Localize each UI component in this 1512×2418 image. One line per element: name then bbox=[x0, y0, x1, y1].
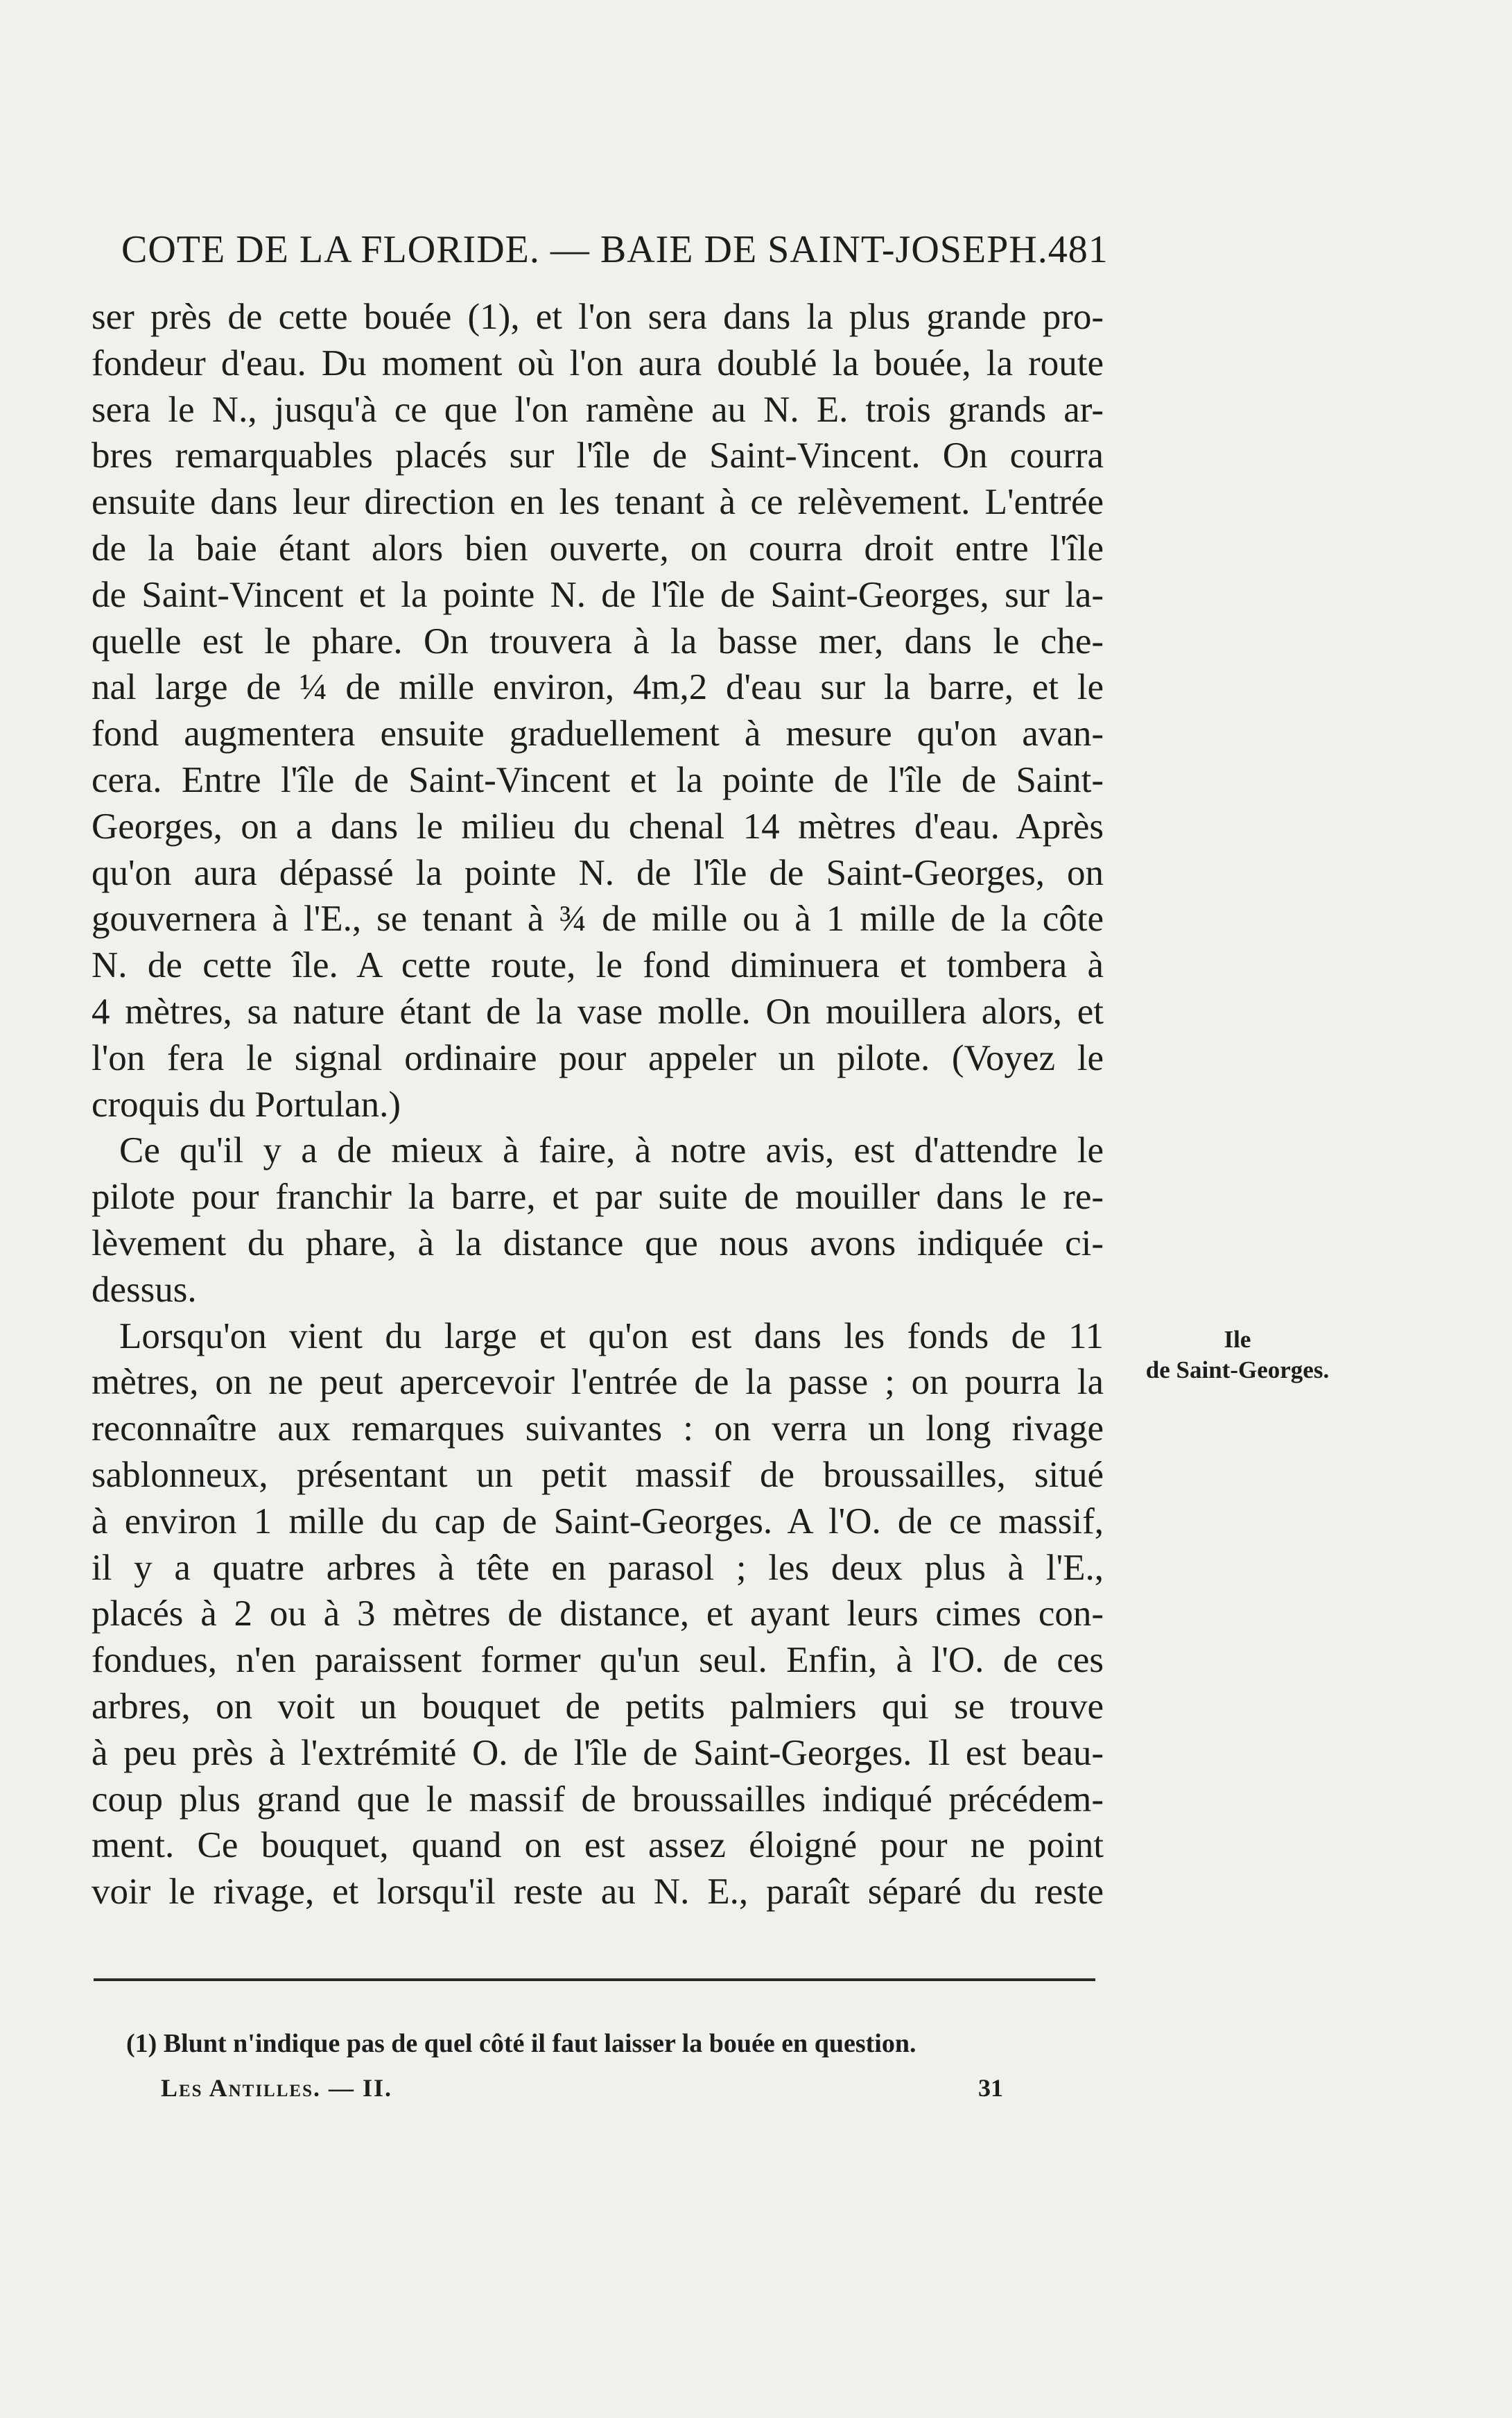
text-line: ser près de cette bouée (1), et l'on sera dans la plus grande pro- bbox=[92, 297, 1104, 337]
text-line: à peu près à l'extrémité O. de l'île de Saint-Georges. Il est beau- bbox=[92, 1732, 1104, 1773]
text-line: fondues, n'en paraissent former qu'un seul. Enfin, à l'O. de ces bbox=[92, 1640, 1104, 1681]
text-line: l'on fera le signal ordinaire pour appeler un pilote. (Voyez le bbox=[92, 1037, 1104, 1078]
running-head bbox=[121, 227, 1109, 272]
signature-label: Les Antilles. — II. bbox=[161, 2074, 393, 2102]
text-line: sablonneux, présentant un petit massif de broussailles, situé bbox=[92, 1454, 1104, 1495]
text-line: fond augmentera ensuite graduellement à mesure qu'on avan- bbox=[92, 714, 1104, 754]
text-line: qu'on aura dépassé la pointe N. de l'île de Saint-Georges, on bbox=[92, 852, 1104, 893]
text-line: à environ 1 mille du cap de Saint-Georges. A l'O. de ce massif, bbox=[92, 1501, 1104, 1542]
body-text bbox=[92, 294, 1104, 1915]
text-line: reconnaître aux remarques suivantes : on verra un long rivage bbox=[92, 1408, 1104, 1449]
text-line: ensuite dans leur direction en les tenant à ce relèvement. L'entrée bbox=[92, 482, 1104, 523]
margin-note-line-1: Ile bbox=[1224, 1326, 1251, 1353]
text-line: il y a quatre arbres à tête en parasol ; les deux plus à l'E., bbox=[92, 1547, 1104, 1588]
text-line: bres remarquables placés sur l'île de Saint-Vincent. On courra bbox=[92, 435, 1104, 476]
margin-note bbox=[1123, 1324, 1352, 1385]
running-head-title: COTE DE LA FLORIDE. — BAIE DE SAINT-JOSEPH. bbox=[121, 228, 1048, 271]
text-line: de la baie étant alors bien ouverte, on courra droit entre l'île bbox=[92, 528, 1104, 569]
text-line: mètres, on ne peut apercevoir l'entrée de la passe ; on pourra la bbox=[92, 1362, 1104, 1403]
text-line: pilote pour franchir la barre, et par suite de mouiller dans le re- bbox=[92, 1177, 1104, 1218]
footnote-rule bbox=[94, 1978, 1095, 1981]
text-line: placés à 2 ou à 3 mètres de distance, et ayant leurs cimes con- bbox=[92, 1594, 1104, 1634]
text-line: lèvement du phare, à la distance que nous avons indiquée ci- bbox=[92, 1223, 1104, 1263]
signature-number: 31 bbox=[978, 2074, 1003, 2102]
text-line: cera. Entre l'île de Saint-Vincent et la pointe de l'île de Saint- bbox=[92, 759, 1104, 800]
text-line: gouvernera à l'E., se tenant à ¾ de mille ou à 1 mille de la côte bbox=[92, 899, 1104, 940]
text-line: Ce qu'il y a de mieux à faire, à notre avis, est d'attendre le bbox=[119, 1130, 1104, 1171]
text-line: nal large de ¼ de mille environ, 4m,2 d'eau sur la barre, et le bbox=[92, 667, 1104, 708]
margin-note-line-2: de Saint-Georges. bbox=[1145, 1356, 1330, 1383]
text-line: de Saint-Vincent et la pointe N. de l'île de Saint-Georges, sur la- bbox=[92, 574, 1104, 615]
text-line: voir le rivage, et lorsqu'il reste au N. E., paraît séparé du reste bbox=[92, 1872, 1104, 1912]
text-line: arbres, on voit un bouquet de petits palmiers qui se trouve bbox=[92, 1686, 1104, 1727]
text-line: quelle est le phare. On trouvera à la basse mer, dans le che- bbox=[92, 621, 1104, 662]
text-line: ment. Ce bouquet, quand on est assez éloigné pour ne point bbox=[92, 1825, 1104, 1866]
paragraph-3 bbox=[92, 1313, 1104, 1915]
text-line: 4 mètres, sa nature étant de la vase molle. On mouillera alors, et bbox=[92, 991, 1104, 1032]
page-number: 481 bbox=[1048, 228, 1109, 271]
text-line: N. de cette île. A cette route, le fond diminuera et tombera à bbox=[92, 945, 1104, 986]
text-line: croquis du Portulan.) bbox=[92, 1084, 401, 1125]
paragraph-2 bbox=[92, 1128, 1104, 1313]
signature-line bbox=[161, 2073, 1003, 2102]
text-line: Lorsqu'on vient du large et qu'on est dans les fonds de 11 bbox=[119, 1315, 1104, 1356]
footnote: (1) Blunt n'indique pas de quel côté il faut laisser la bouée en question. bbox=[126, 2029, 916, 2058]
paragraph-1 bbox=[92, 294, 1104, 1128]
text-line: Georges, on a dans le milieu du chenal 14 mètres d'eau. Après bbox=[92, 806, 1104, 847]
text-line: coup plus grand que le massif de broussailles indiqué précédem- bbox=[92, 1779, 1104, 1820]
text-line: dessus. bbox=[92, 1269, 197, 1310]
text-line: fondeur d'eau. Du moment où l'on aura doublé la bouée, la route bbox=[92, 343, 1104, 383]
text-line: sera le N., jusqu'à ce que l'on ramène au N. E. trois grands ar- bbox=[92, 389, 1104, 430]
